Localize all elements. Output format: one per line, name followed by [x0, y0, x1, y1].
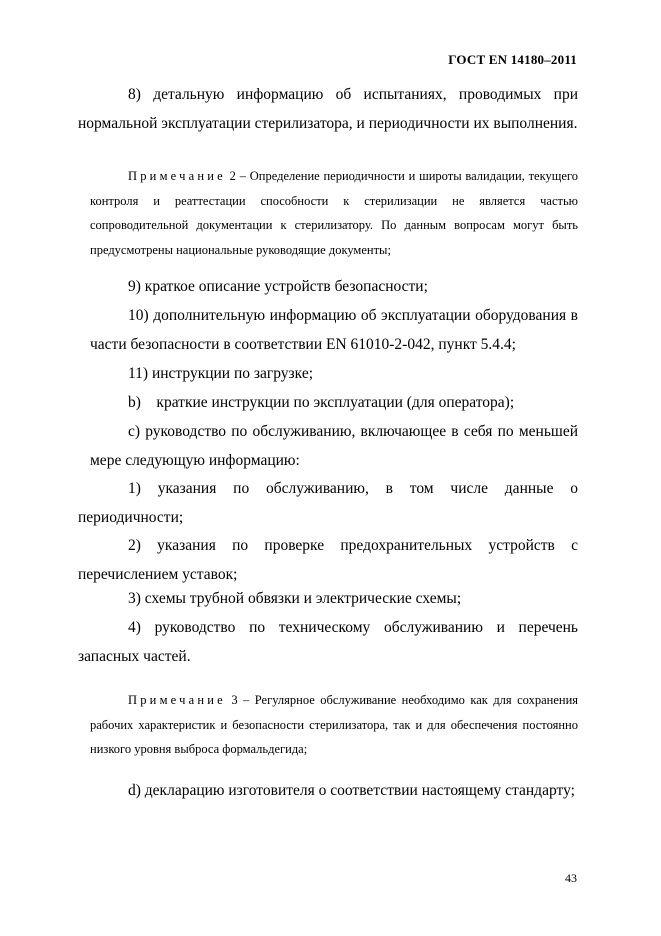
sub-item-2: 2) указания по проверке предохранительных устройств с перечислением уставок; — [78, 537, 578, 583]
sub-item-3: 3) схемы трубной обвязки и электрические схемы; — [128, 590, 462, 607]
item-10: 10) дополнительную информацию об эксплуатации оборудования в части безопасности в соответствии EN 61010-2-042, пункт 5.4.4; — [90, 307, 578, 353]
item-11: 11) инструкции по загрузке; — [128, 365, 314, 382]
note-2 — [90, 164, 578, 262]
note-2-label: Примечание — [128, 169, 226, 183]
item-b: b) краткие инструкции по эксплуатации (для оператора); — [128, 394, 515, 411]
note-3 — [90, 688, 578, 762]
note-2-text: 2 – Определение периодичности и широты валидации, текущего контроля и реаттестации способности к стерилизации не является частью сопроводительной документации к стерилизатору. По данным вопросам могут быть предусмотрены национальные руководящие документы; — [90, 169, 578, 257]
item-d: d) декларацию изготовителя о соответствии настоящему стандарту; — [128, 782, 575, 799]
note-3-label: Примечание — [128, 693, 226, 707]
item-9: 9) краткое описание устройств безопасности; — [128, 278, 428, 295]
page-number: 43 — [565, 871, 577, 885]
note-3-text: 3 – Регулярное обслуживание необходимо как для сохранения рабочих характеристик и безопасности стерилизатора, так и для обеспечения постоянно низкого уровня выброса формальдегида; — [90, 693, 579, 756]
standard-code-header: ГОСТ EN 14180–2011 — [448, 52, 577, 67]
item-8-line2: нормальной эксплуатации стерилизатора, и периодичности их выполнения. — [78, 115, 578, 132]
sub-item-4: 4) руководство по техническому обслуживанию и перечень запасных частей. — [78, 619, 578, 665]
item-8-line1: 8) детальную информацию об испытаниях, проводимых при — [128, 86, 578, 103]
item-c: c) руководство по обслуживанию, включающее в себя по меньшей мере следующую информацию: — [90, 423, 578, 469]
sub-item-1: 1) указания по обслуживанию, в том числе данные о периодичности; — [78, 480, 578, 526]
